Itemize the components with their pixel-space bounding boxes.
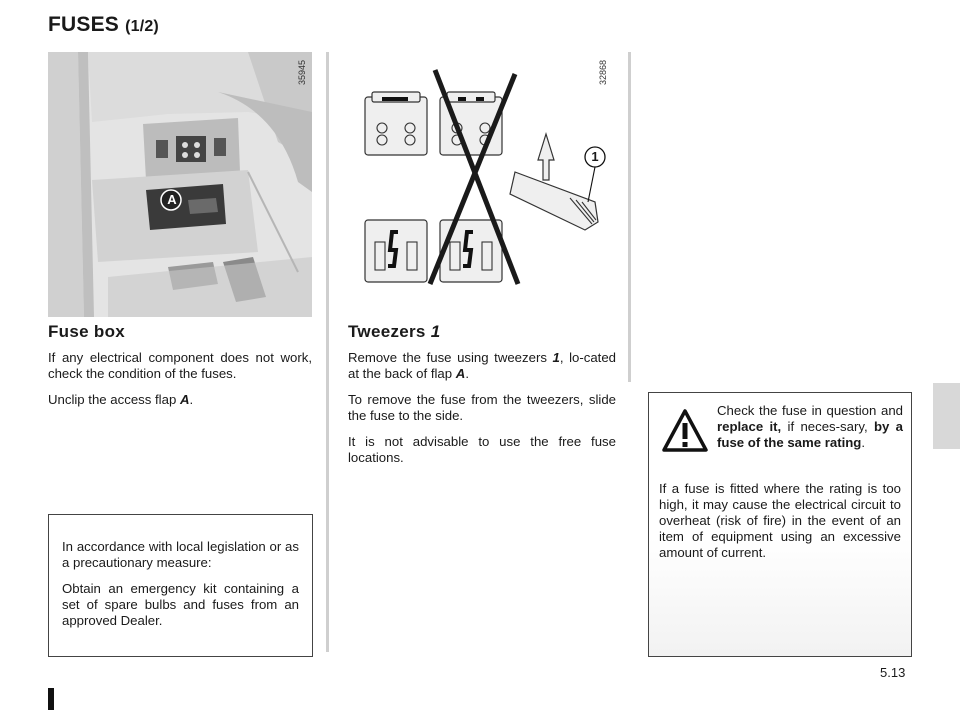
fuse-box-figure <box>48 52 312 317</box>
title-part: (1/2) <box>125 18 159 35</box>
title-main: FUSES <box>48 13 120 36</box>
warning-paragraph-2: If a fuse is fitted where the rating is too high, it may cause the electrical circuit to overheat (risk of fire) in the event of an item of equipment using an excessive amount of current. <box>659 481 901 560</box>
fuse-box-section <box>48 322 312 418</box>
figure-ref-left: 35945 <box>297 60 307 86</box>
callout-1: 1 <box>591 149 599 164</box>
warning-triangle-icon <box>661 407 709 455</box>
tweezers-paragraph-1: Remove the fuse using tweezers 1, lo-cated at the back of flap A. <box>348 350 616 381</box>
legislation-paragraph-2: Obtain an emergency kit containing a set of spare bulbs and fuses from an approved Dealer. <box>62 581 299 628</box>
chapter-tab <box>933 383 960 449</box>
column-divider-1 <box>326 52 329 652</box>
tweezers-section <box>348 322 616 476</box>
legislation-paragraph-1: In accordance with local legislation or as a precautionary measure: <box>62 539 299 570</box>
tweezers-paragraph-3: It is not advisable to use the free fuse locations. <box>348 434 616 465</box>
warning-paragraph-1: Check the fuse in question and replace it, if neces-sary, by a fuse of the same rating. <box>717 403 904 450</box>
figure-ref-right: 32868 <box>598 60 608 86</box>
fuse-box-paragraph-2: Unclip the access flap A. <box>48 392 194 407</box>
page-title <box>48 13 159 37</box>
tweezers-heading: Tweezers 1 <box>348 322 441 341</box>
callout-a: A <box>167 192 177 207</box>
fuse-box-paragraph-1: If any electrical component does not work, check the condition of the fuses. <box>48 350 312 381</box>
column-divider-2 <box>628 52 631 382</box>
legislation-box <box>48 514 313 657</box>
tweezers-figure <box>340 52 614 317</box>
bottom-marker <box>48 688 54 710</box>
warning-box <box>648 392 912 657</box>
dashboard-illustration <box>48 52 312 317</box>
fuse-tweezers-illustration <box>340 52 614 317</box>
fuse-box-heading: Fuse box <box>48 322 126 341</box>
page-number: 5.13 <box>880 665 906 680</box>
tweezers-paragraph-2: To remove the fuse from the tweezers, slide the fuse to the side. <box>348 392 616 423</box>
